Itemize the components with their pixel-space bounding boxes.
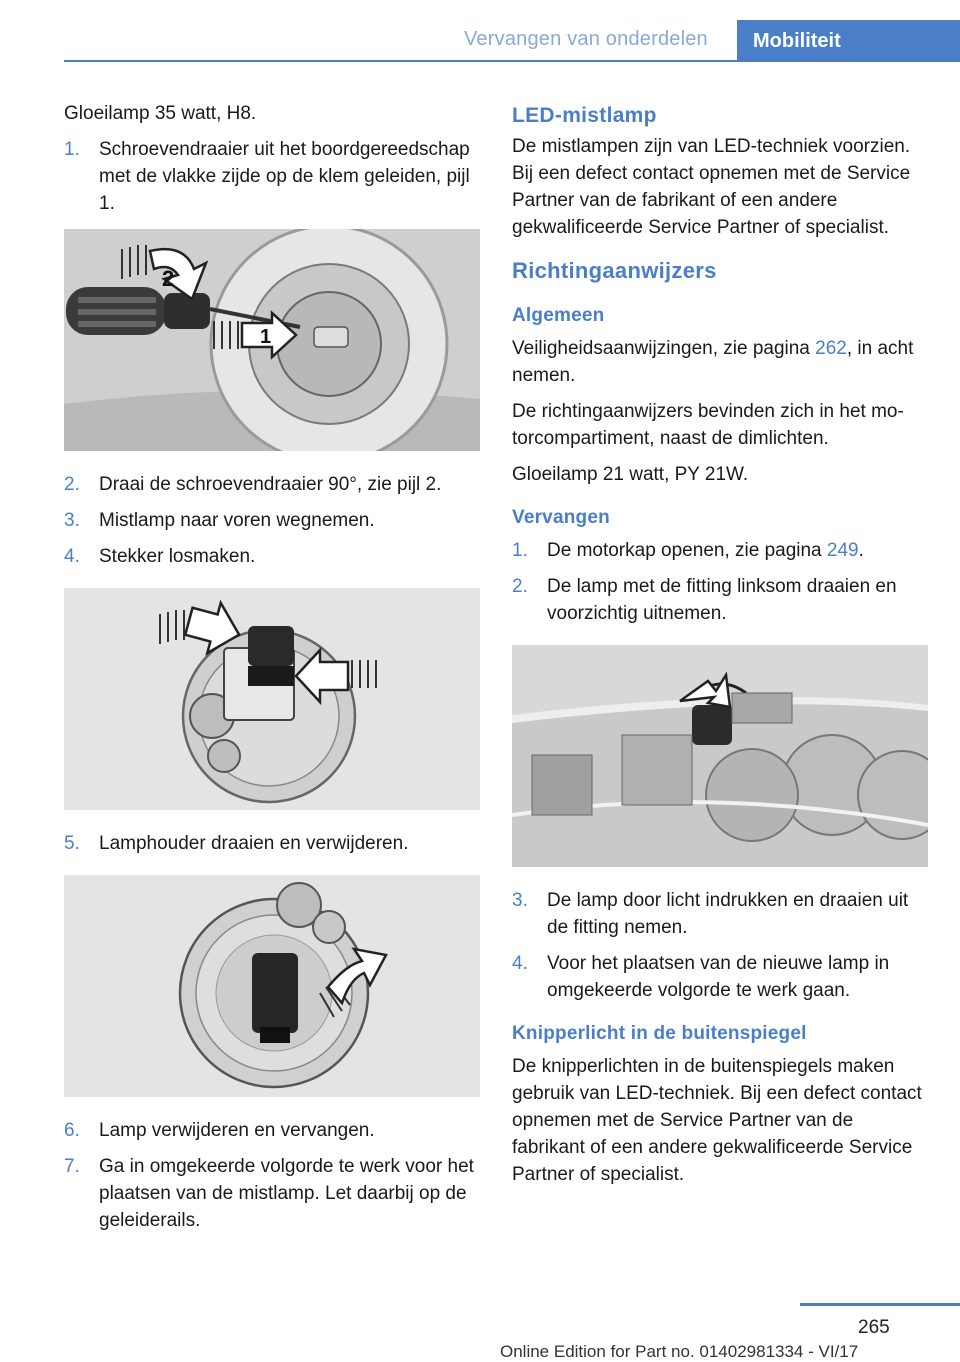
chapter-tab[interactable]: Mobiliteit xyxy=(737,20,960,62)
step-text: Lamp verwijderen en vervangen. xyxy=(99,1120,375,1141)
step-number: 1. xyxy=(512,540,528,561)
lampholder-illustration xyxy=(64,875,480,1097)
step-item xyxy=(512,537,930,564)
step-item xyxy=(64,471,482,498)
step-item xyxy=(64,507,482,534)
step-text: De lamp met de fitting linksom draaien en voorzichtig uitnemen. xyxy=(547,576,897,624)
page-link-249[interactable]: 249 xyxy=(826,540,859,561)
general-heading: Algemeen xyxy=(512,305,605,326)
step-text: Mistlamp naar voren wegnemen. xyxy=(99,510,375,531)
step-item xyxy=(64,1117,482,1144)
edition-text: Online Edition for Part no. 01402981334 - VI/17 xyxy=(500,1342,859,1361)
engine-bay-illustration xyxy=(512,645,928,867)
led-fog-lamp-heading: LED-mistlamp xyxy=(512,104,657,127)
right-column xyxy=(512,100,930,1197)
step-item xyxy=(64,136,482,217)
step-text-pre: De motorkap openen, zie pagina xyxy=(547,540,827,561)
safety-text-post: , in acht nemen. xyxy=(512,338,914,386)
step-number: 2. xyxy=(64,474,80,495)
step-number: 3. xyxy=(64,510,80,531)
turn-signals-heading: Richtingaanwijzers xyxy=(512,258,717,283)
page-header xyxy=(0,0,960,62)
step-text-post: . xyxy=(858,540,864,561)
mirror-turn-signal-text: De knipperlichten in de buitenspiegels maken gebruik van LED-techniek. Bij een defect contact opnemen met de Service Partner van de fabrikant of een andere gekwalificeerde Service Partner of specialist. xyxy=(512,1056,922,1185)
bulb-spec-text: Gloeilamp 21 watt, PY 21W. xyxy=(512,464,749,485)
step-text xyxy=(547,537,930,564)
step-item xyxy=(64,543,482,570)
replace-heading: Vervangen xyxy=(512,507,610,528)
step-item xyxy=(512,887,930,941)
section-tab[interactable]: Vervangen van onderdelen xyxy=(464,28,708,50)
step-number: 5. xyxy=(64,833,80,854)
location-text: De richtingaanwijzers bevinden zich in het motorcompartiment, naast de dimlichten. xyxy=(512,401,904,449)
safety-text xyxy=(512,335,930,389)
step-number: 2. xyxy=(512,576,528,597)
step-item xyxy=(64,1153,482,1234)
step-number: 1. xyxy=(64,139,80,160)
step-number: 4. xyxy=(64,546,80,567)
step-number: 4. xyxy=(512,953,528,974)
header-rule xyxy=(64,60,960,62)
step-number: 3. xyxy=(512,890,528,911)
left-column xyxy=(64,100,482,1243)
step-text: Ga in omgekeerde volgorde te werk voor het plaatsen van de mistlamp. Let daarbij op de geleiderails. xyxy=(99,1156,474,1231)
step-text: Lamphouder draaien en verwijderen. xyxy=(99,833,409,854)
figure-engine-bay xyxy=(512,645,928,867)
figure-screwdriver xyxy=(64,229,480,451)
connector-illustration xyxy=(64,588,480,810)
page-number: 265 xyxy=(858,1317,890,1338)
led-fog-lamp-text: De mistlampen zijn van LED-techniek voorzien. Bij een defect contact opnemen met de Service Partner van de fabrikant of een andere gekwalificeerde Service Partner of specialist. xyxy=(512,136,911,238)
page-link-262[interactable]: 262 xyxy=(815,338,847,359)
figure-connector xyxy=(64,588,480,810)
step-item xyxy=(64,830,482,857)
step-text: Schroevendraaier uit het boordgereedschap met de vlakke zijde op de klem geleiden, pijl 1. xyxy=(99,139,470,214)
step-text: Stekker losmaken. xyxy=(99,546,256,567)
arrow-label-1: 1 xyxy=(260,326,272,348)
step-text: Draai de schroevendraaier 90°, zie pijl 2. xyxy=(99,474,442,495)
mirror-turn-signal-heading: Knipperlicht in de buitenspiegel xyxy=(512,1023,807,1044)
safety-text-pre: Veiligheidsaanwijzingen, zie pagina xyxy=(512,338,816,359)
step-text: Voor het plaatsen van de nieuwe lamp in omgekeerde volgorde te werk gaan. xyxy=(547,953,890,1001)
step-number: 6. xyxy=(64,1120,80,1141)
figure-lampholder xyxy=(64,875,480,1097)
footer-rule xyxy=(800,1303,960,1306)
bulb-spec-text: Gloeilamp 35 watt, H8. xyxy=(64,103,257,124)
step-item xyxy=(512,573,930,627)
step-item xyxy=(512,950,930,1004)
arrow-label-2: 2 xyxy=(162,266,175,291)
screwdriver-illustration xyxy=(64,229,480,451)
step-text: De lamp door licht indrukken en draaien uit de fitting nemen. xyxy=(547,890,909,938)
step-number: 7. xyxy=(64,1156,80,1177)
